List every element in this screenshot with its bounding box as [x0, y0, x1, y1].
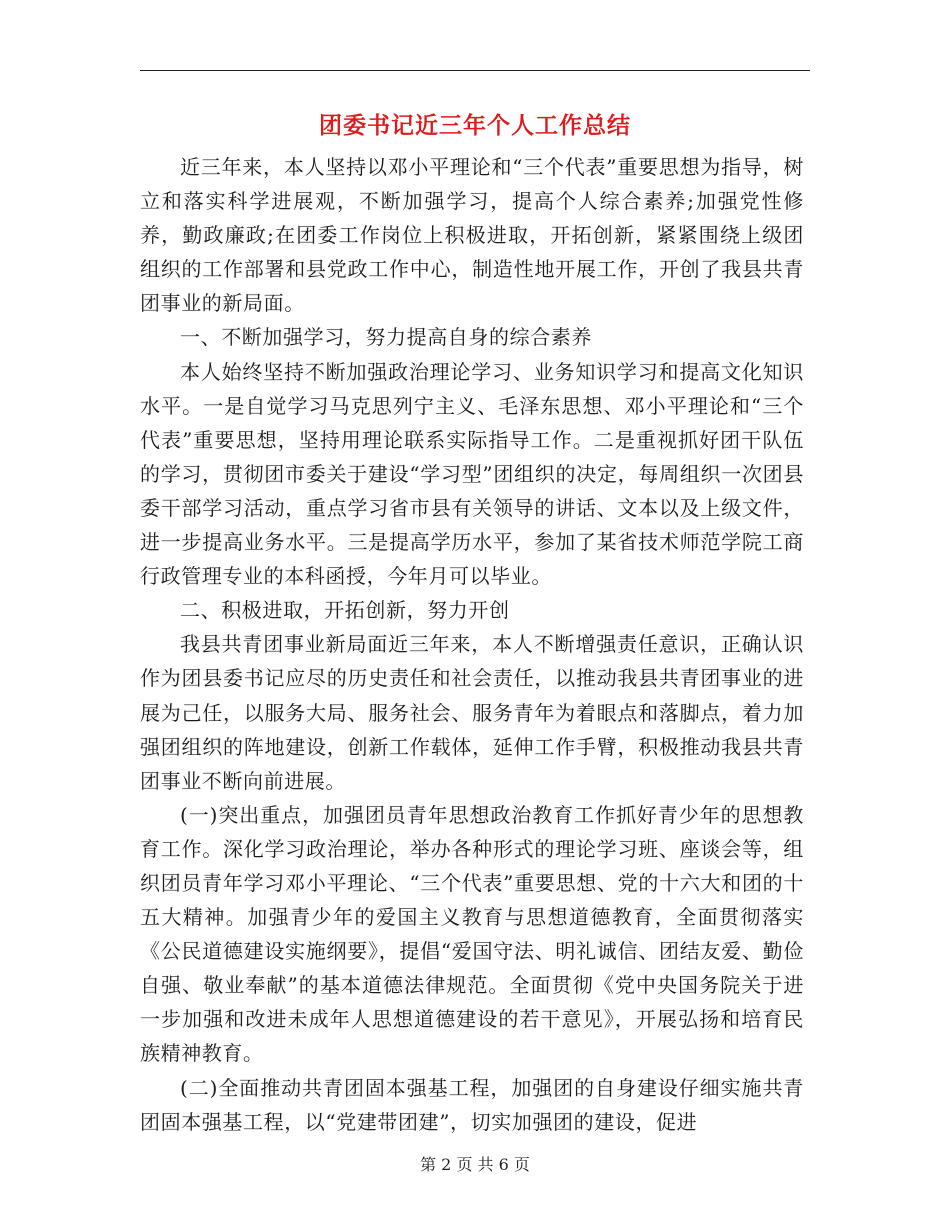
header-rule [140, 70, 810, 71]
document-title: 团委书记近三年个人工作总结 [319, 113, 631, 139]
document-body [140, 150, 804, 1139]
paragraph-subsection-2: (二)全面推动共青团固本强基工程，加强团的自身建设仔细实施共青团固本强基工程，以“党建带团建”，切实加强团的建设，促进 [140, 1075, 804, 1134]
section-heading-1: 一、不断加强学习，努力提高自身的综合素养 [180, 325, 592, 350]
page-number: 第 2 页 共 6 页 [420, 1155, 530, 1174]
paragraph-study: 本人始终坚持不断加强政治理论学习、业务知识学习和提高文化知识水平。一是自觉学习马克思列宁主义、毛泽东思想、邓小平理论和“三个代表”重要思想，坚持用理论联系实际指导工作。二是重视抓好团干队伍的学习，贯彻团市委关于建设“学习型”团组织的决定，每周组织一次团县委干部学习活动，重点学习省市县有关领导的讲话、文本以及上级文件，进一步提高业务水平。三是提高学历水平，参加了某省技术师范学院工商行政管理专业的本科函授，今年月可以毕业。 [140, 359, 804, 589]
paragraph-intro: 近三年来，本人坚持以邓小平理论和“三个代表”重要思想为指导，树立和落实科学进展观，不断加强学习，提高个人综合素养;加强党性修养，勤政廉政;在团委工作岗位上积极进取，开拓创新，紧紧围绕上级团组织的工作部署和县党政工作中心，制造性地开展工作，开创了我县共青团事业的新局面。 [140, 155, 804, 316]
section-heading-2: 二、积极进取，开拓创新，努力开创 [180, 598, 510, 623]
paragraph-subsection-1: (一)突出重点，加强团员青年思想政治教育工作抓好青少年的思想教育工作。深化学习政治理论，举办各种形式的理论学习班、座谈会等，组织团员青年学习邓小平理论、“三个代表”重要思想、党的十六大和团的十五大精神。加强青少年的爱国主义教育与思想道德教育，全面贯彻落实《公民道德建设实施纲要》，提倡“爱国守法、明礼诚信、团结友爱、勤俭自强、敬业奉献”的基本道德法律规范。全面贯彻《党中央国务院关于进一步加强和改进未成年人思想道德建设的若干意见》，开展弘扬和培育民族精神教育。 [140, 802, 804, 1066]
paragraph-progress: 我县共青团事业新局面近三年来，本人不断增强责任意识，正确认识作为团县委书记应尽的历史责任和社会责任，以推动我县共青团事业的进展为己任，以服务大局、服务社会、服务青年为着眼点和落脚点，着力加强团组织的阵地建设，创新工作载体，延伸工作手臂，积极推动我县共青团事业不断向前进展。 [140, 632, 804, 793]
